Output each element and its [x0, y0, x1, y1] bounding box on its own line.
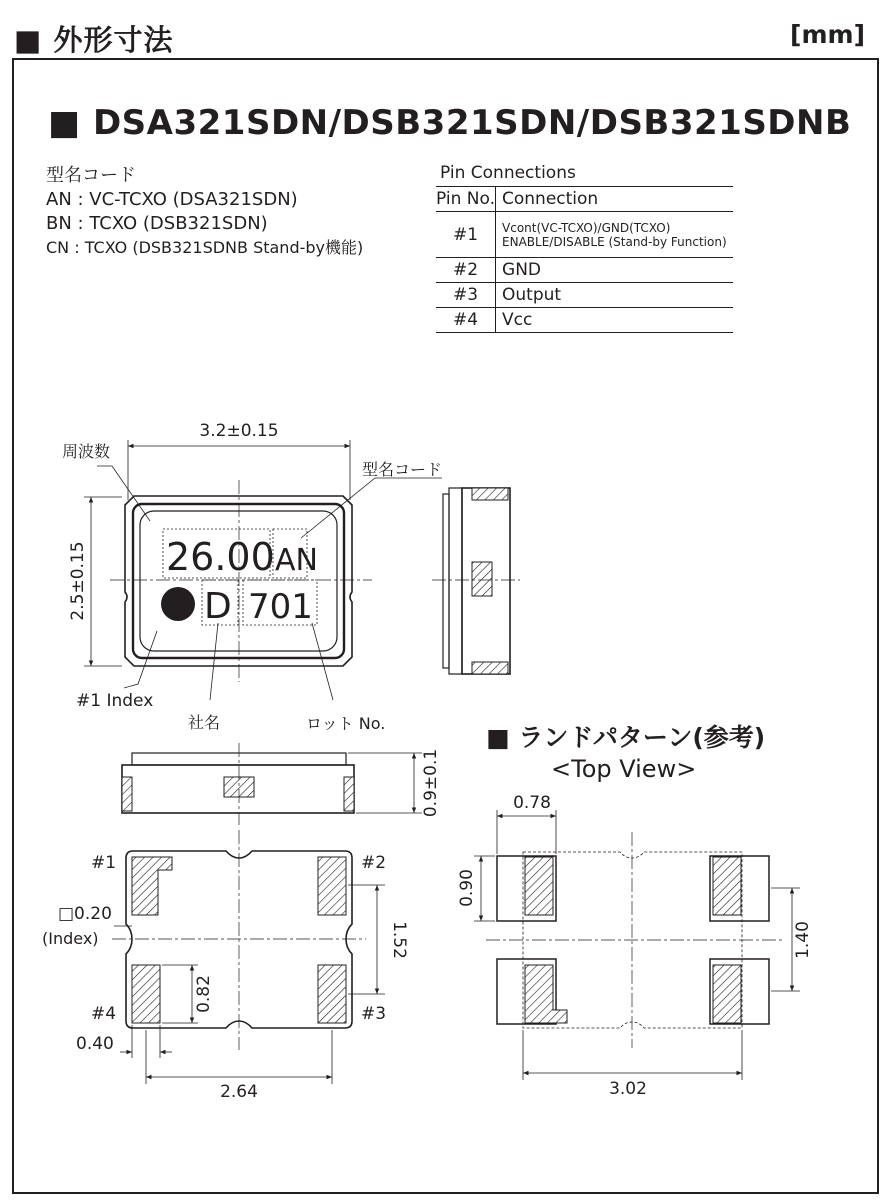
- company-marking: D: [204, 586, 232, 627]
- frequency-marking: 26.00: [166, 535, 275, 579]
- model-code-marking: AN: [275, 543, 318, 578]
- pad-pitch-vertical-dimension: 1.52: [389, 921, 409, 959]
- pin4-label: #4: [91, 1004, 117, 1024]
- seal-ring: [133, 504, 344, 658]
- connection-cell: Vcc: [496, 308, 733, 333]
- model-code-label: 型名コード: [362, 460, 443, 479]
- pin-no: #1: [436, 212, 496, 258]
- lot-marking: 701: [248, 587, 313, 627]
- model-code-line: CN : TCXO (DSB321SDNB Stand-by機能): [46, 238, 364, 257]
- land-height-dimension: 0.90: [457, 869, 477, 907]
- land-span-dimension: 3.02: [609, 1079, 647, 1099]
- land-pattern: [474, 810, 800, 1080]
- land-pattern-title: ■ ランドパターン(参考): [486, 723, 766, 752]
- right-side-view: [432, 488, 520, 674]
- model-code-line: BN : TCXO (DSB321SDN): [46, 213, 268, 234]
- model-title: ■ DSA321SDN/DSB321SDN/DSB321SDNB: [48, 103, 852, 143]
- index-label: #1 Index: [76, 691, 154, 711]
- frequency-label: 周波数: [62, 442, 111, 461]
- pin3-label: #3: [361, 1004, 387, 1024]
- connection-cell: Output: [496, 283, 733, 308]
- pin1-label: #1: [91, 853, 117, 873]
- land-pattern-subtitle: <Top View>: [551, 755, 697, 783]
- connection-cell: GND: [496, 258, 733, 283]
- pad-2: [318, 857, 346, 915]
- pin-no-header: Pin No.: [436, 187, 496, 212]
- connection-line: ENABLE/DISABLE (Stand-by Function): [502, 234, 727, 249]
- pin-no: #2: [436, 258, 496, 283]
- lot-label: ロット No.: [306, 714, 386, 733]
- pin1-index-dot: [161, 587, 195, 621]
- pin-no: #4: [436, 308, 496, 333]
- thickness-dimension: 0.9±0.1: [421, 748, 441, 818]
- model-code-line: AN : VC-TCXO (DSA321SDN): [46, 189, 298, 210]
- connection-line: Vcont(VC-TCXO)/GND(TCXO): [502, 220, 671, 235]
- pin-no: #3: [436, 283, 496, 308]
- front-side-view: [122, 743, 422, 825]
- pad-4: [132, 965, 160, 1023]
- height-dimension: 2.5±0.15: [68, 541, 88, 621]
- pad-pitch-horizontal-dimension: 2.64: [220, 1082, 258, 1102]
- model-code-heading: 型名コード: [46, 165, 136, 186]
- pad-1: [132, 857, 172, 915]
- index-size: □0.20: [58, 904, 112, 924]
- unit-label: [mm]: [790, 20, 865, 49]
- connection-header: Connection: [496, 187, 733, 212]
- land-width-dimension: 0.78: [513, 793, 551, 813]
- company-label: 社名: [188, 713, 221, 732]
- package-outline: [125, 496, 352, 666]
- pin-table-caption: Pin Connections: [440, 163, 576, 183]
- section-title: ■ 外形寸法: [14, 23, 174, 57]
- land-pitch-dimension: 1.40: [793, 921, 813, 959]
- pad-width-dimension: 0.40: [76, 1034, 114, 1054]
- pin2-label: #2: [361, 853, 387, 873]
- bottom-view: [112, 830, 385, 1084]
- index-note: (Index): [42, 929, 99, 948]
- width-dimension: 3.2±0.15: [199, 421, 279, 441]
- pad-3: [318, 965, 346, 1023]
- pad-height-dimension: 0.82: [194, 975, 214, 1013]
